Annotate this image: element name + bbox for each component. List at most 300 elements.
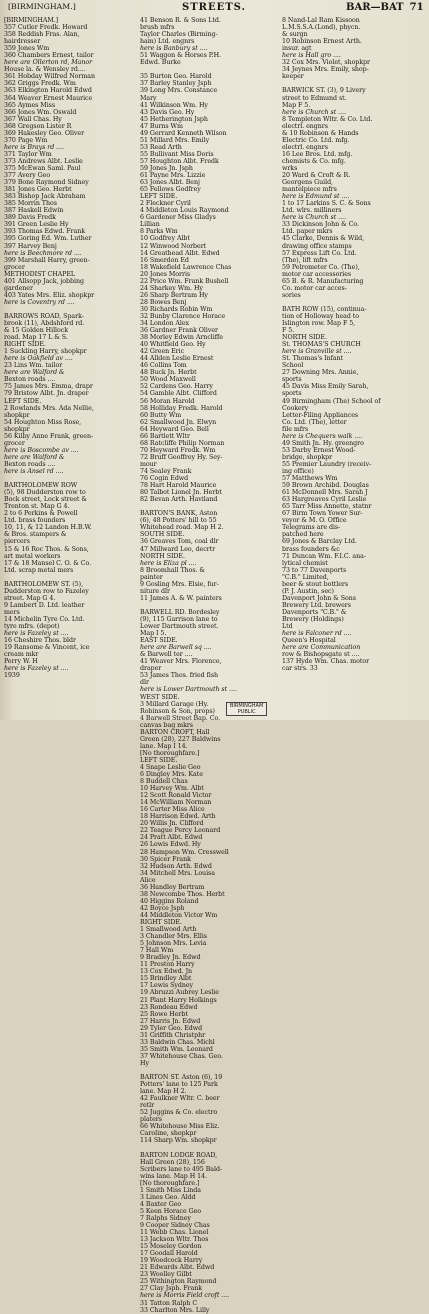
directory-line: RIGHT SIDE. [140, 919, 182, 926]
directory-line: niture dlr [140, 587, 170, 595]
directory-line: 34 London Alex [140, 320, 190, 328]
directory-line: 37 Whitehouse Chas. Geo. [140, 1052, 223, 1060]
directory-line: Taylor Charles (Birming- [140, 31, 218, 39]
directory-line: 360 Chambers Ernest, tailor [4, 52, 94, 60]
directory-line: 18 Wakefield Lawrence Chas [140, 263, 232, 271]
directory-line: 397 Harvey Benj [4, 242, 57, 250]
directory-line: 362 Griggs Fredk. Wm [4, 80, 76, 88]
directory-line: Bexton roads .... [4, 376, 56, 384]
directory-line: 10 Harvey Wm. Albt [140, 785, 204, 793]
directory-line: Alice [140, 876, 156, 884]
directory-line: 61 McDonnell Mrs. Sarah J [282, 489, 368, 497]
directory-line: SOUTH SIDE. [140, 531, 185, 539]
directory-line: 11 Webb Chas. Lionel [140, 1229, 209, 1237]
directory-line: Telegrams are dis- [282, 524, 341, 532]
directory-line: Brewery (Holdings) [282, 615, 344, 623]
directory-line: 18 Harrison Edwd. Arth [140, 813, 216, 821]
directory-line: 62 Smallwood Jn. Elwyn [140, 418, 217, 426]
directory-line: 10 Robinson Ernest Arth. [282, 38, 362, 46]
directory-line: 59 Pelrometer Co. (The), [282, 263, 360, 271]
directory-line: Scribers lane to 495 Bald- [140, 1165, 223, 1173]
directory-line: 32 Hudson Arth. Edwd [140, 862, 212, 870]
directory-line: 47 Millward Leo, decrtr [140, 545, 216, 553]
directory-line: 40 Higgins Roland [140, 897, 199, 905]
directory-line: insur. agt [282, 45, 312, 53]
directory-line: 26 Lewis Edwd. Hy [140, 841, 201, 849]
directory-line: 39 Long Mrs. Constance [140, 87, 218, 95]
directory-line: 67 Birm Town Yower Sur- [282, 510, 363, 518]
directory-line: 21 Plant Harry Holkings [140, 996, 217, 1004]
directory-line: St. Thomas's Infant [282, 355, 344, 363]
directory-line: 59 Brown Archibd. Douglas [282, 482, 369, 490]
directory-line: 27 Downing Mrs. Annie, [282, 369, 359, 377]
directory-line: BATH ROW (15), continua- [282, 305, 367, 313]
directory-line: BARTON LODGE ROAD, [140, 1151, 218, 1159]
directory-line: 8 Nand-Lal Ram Kissoon [282, 17, 360, 24]
directory-line: 7 Ralphs Sidney [140, 1214, 191, 1222]
directory-line: (6), 48 Potters' hill to 55 [140, 517, 217, 525]
directory-line: electrl. engnrs [282, 122, 328, 130]
directory-line: 25 Rowe Herbt [140, 1010, 188, 1018]
directory-line: 45 Hetherington Jsph [140, 115, 208, 123]
directory-line: & surgn [282, 31, 308, 39]
library-stamp [226, 702, 267, 716]
directory-line: 9 Cooper Sidney Chas [140, 1222, 210, 1230]
directory-line: Co. motor car acces- [282, 284, 347, 292]
directory-line: mers [4, 608, 20, 616]
directory-line: EAST SIDE. [140, 637, 178, 645]
directory-line: 23 Rondeau Edwd [140, 1003, 198, 1011]
directory-line: Green (28), 227 Baldwins [140, 735, 221, 743]
directory-line: 16 Carter Miss Alice [140, 806, 205, 814]
directory-line: WEST SIDE. [140, 693, 180, 701]
directory-line: 36 Greaves Tom, coal dlr [140, 538, 219, 546]
directory-line: 1 Smith Miss Linda [140, 1186, 201, 1194]
directory-line: 27 Harris Jn. Edwd [140, 1017, 201, 1025]
directory-line: LEFT SIDE. [140, 193, 178, 201]
directory-line: 49 Smith Jn. Hy. greengro [282, 439, 364, 447]
directory-line: & Bros. stampers & [4, 531, 67, 539]
directory-line: 78 Hart Harold Maurice [140, 482, 217, 490]
directory-line: 28 Hampson Wm. Cresswell [140, 848, 229, 856]
directory-line: NORTH SIDE. [282, 334, 327, 342]
directory-line: 20 Willis Jn. Clifford [140, 820, 204, 828]
directory-line: Islington row. Map F 5, [282, 320, 356, 328]
directory-line: electrl. engnrs [282, 143, 328, 151]
directory-line: wins lane. Map H 14. [140, 1172, 207, 1180]
directory-line: 47 Burns Wm [140, 122, 183, 130]
directory-line: 35 Smith Wm. Leonard [140, 1045, 213, 1053]
directory-line [140, 602, 278, 609]
directory-line: 4 Middleton Louis Raymond [140, 207, 229, 215]
directory-line: 41 Weaver Mrs. Florence, [140, 658, 222, 666]
directory-line: 31 Tatton Ralph C [140, 1299, 198, 1307]
directory-line: 5 Keen Horace Geo [140, 1207, 202, 1215]
directory-line: Ltd. brass founders [4, 517, 66, 525]
directory-line: brush mfrs [140, 24, 175, 32]
directory-line: 15 Moseley Gordon [140, 1243, 202, 1251]
directory-line: Ltd. wlrs. milliners [282, 207, 342, 215]
directory-line: 28 Bowes Benj [140, 298, 187, 306]
directory-line: BARTON'S BANK, Aston [140, 510, 218, 518]
column-middle [140, 17, 278, 1314]
directory-line [4, 574, 137, 581]
directory-line [140, 1145, 278, 1152]
directory-line: 373 Andrews Albt. Leslie [4, 157, 83, 165]
directory-line: 358 Reddish Fras. Alan, [4, 31, 80, 39]
directory-line: Perry W. H [4, 658, 38, 666]
directory-line: retlr [140, 1102, 155, 1110]
directory-line: LEFT SIDE. [140, 756, 178, 764]
directory-line: painter [140, 573, 163, 581]
directory-line: Caroline, shopkpr [140, 1130, 197, 1138]
directory-line: 26 Sharp Bertram Hy [140, 291, 208, 299]
directory-line: & 10 Robinson & Hands [282, 129, 359, 137]
directory-line: hairdresser [4, 38, 41, 46]
directory-line: 1939 [4, 672, 20, 680]
directory-line: Trenton st. Map G 4. [4, 503, 70, 511]
directory-line: Davenports "C.B." & [282, 608, 347, 616]
directory-line: wrks [282, 164, 298, 172]
directory-line: 391 Green Leslie Hy [4, 221, 69, 229]
directory-line: 74 Sealey Frank [140, 468, 192, 475]
directory-line: School [282, 362, 304, 370]
directory-line: 14 Michelin Tyre Co. Ltd. [4, 615, 85, 623]
directory-line: 51 Millard Mrs. Emily [140, 136, 210, 144]
directory-line: 22 Teague Percy Leonard [140, 827, 221, 835]
directory-line: tion of Holloway head to [282, 312, 360, 320]
directory-line: BARTON ST. Aston (6), 19 [140, 1074, 223, 1082]
directory-line: [No thoroughfare.] [140, 1179, 200, 1187]
directory-line: motor car accessories [282, 270, 352, 278]
directory-line: 63 Hargreaves Cyril Leslie [282, 496, 367, 504]
directory-line: 56 Kilby Anne Frank, green- [4, 432, 94, 440]
directory-line: Dudderston row to Fazeley [4, 587, 89, 595]
directory-line: 55 Premier Laundry (receiv- [282, 460, 372, 468]
directory-line: 56 Moran Harold [140, 397, 195, 405]
directory-line: 52 Juggins & Co. electro [140, 1109, 218, 1117]
directory-line: 44 Middleton Victor Wm [140, 911, 218, 919]
directory-line [4, 475, 137, 482]
directory-line: beer & stout bottlers [282, 580, 349, 588]
directory-line: 4 Baxter Geo [140, 1200, 182, 1208]
directory-line: 368 Gregson Lister R [4, 122, 72, 130]
directory-line: mour [140, 460, 157, 468]
directory-line: 3 Millard Garage (Hy. [140, 700, 209, 708]
directory-line: 365 Aymes Miss [4, 101, 56, 109]
directory-line: here is Morris Field croft .... [140, 1292, 230, 1300]
directory-line: 79 Bristow Albt. Jn. draper [4, 390, 89, 398]
directory-line: & Barwell ter .... [140, 651, 193, 659]
directory-line: 357 Cutler Fredk. Howard [4, 24, 88, 32]
directory-line: 1 Suckling Harry, shopkpr [4, 348, 87, 356]
directory-line: Hy [140, 1059, 149, 1067]
directory-line: 370 Page Wm [4, 136, 48, 144]
directory-line: NORTH SIDE. [140, 552, 185, 560]
directory-line: here is Ansel rd .... [4, 468, 64, 475]
directory-line: brass founders &c [282, 545, 340, 553]
directory-line: sports [282, 390, 302, 398]
directory-line: grocer [4, 263, 25, 271]
directory-line [140, 1067, 278, 1074]
directory-line: 19 Abruzzi Aubrey Leslie [140, 989, 219, 997]
directory-line: Edwd. Burke [140, 59, 181, 67]
directory-line: 36 Handley Bertram [140, 883, 205, 891]
directory-line: 40 Whitfield Geo. Hy [140, 341, 206, 349]
directory-line: 114 Sharp Wm. shopkpr [140, 1137, 217, 1145]
directory-line: 43 Davis Geo. Hy [140, 108, 195, 116]
directory-line: (P. J. Austin, sec) [282, 587, 334, 595]
directory-line: here are Ollerton rd, Manor [4, 59, 93, 67]
directory-line: 53 James Thos. fried fish [140, 672, 218, 680]
directory-line: 32 Cox Mrs. Violet, shopkpr [282, 59, 370, 67]
directory-line: 381 Jones Geo. Herbt [4, 186, 72, 194]
directory-line: chemists & Co. mfg. [282, 157, 346, 165]
directory-line: ham) Ltd. engnrs [140, 38, 195, 46]
directory-line: 42 Boyce Jsph [140, 904, 185, 912]
directory-line: BARWELL RD. Bordesley [140, 608, 220, 616]
directory-line: lane. Map H 2. [140, 1088, 187, 1096]
directory-line: 20 Ward & Croft & R. [282, 172, 351, 180]
directory-line: L.M.S.S.A.(Lond), phycn. [282, 24, 361, 32]
directory-line: 27 Clay Jsph. Frank [140, 1285, 203, 1293]
directory-line: 8 Broomhall Thos. & [140, 566, 205, 574]
directory-line: 53 Read Arth [140, 143, 182, 151]
directory-line: here is Beechmore rd .... [4, 249, 82, 257]
directory-line: 9 Gosling Mrs. Elsie, fur- [140, 580, 219, 588]
header-city: [BIRMINGHAM.] [8, 2, 76, 11]
directory-line: ing office) [282, 468, 314, 475]
directory-line: 364 Weaver Ernest Maurice [4, 94, 93, 102]
directory-line: 44 Allden Leslie Ernest [140, 355, 214, 363]
directory-line: here is Brays rd .... [4, 143, 64, 151]
directory-line: 50 Wood Maxwell [140, 376, 196, 384]
directory-line: road. Map 17 L & S. [4, 334, 68, 342]
directory-line: (5), 98 Dudderston row to [4, 489, 86, 497]
directory-line: keeper [282, 73, 304, 81]
directory-line: Map F 5. [282, 101, 311, 109]
directory-line: street to Edmund st. [282, 94, 347, 102]
directory-line [4, 306, 137, 313]
directory-line: car strs. 33 [282, 665, 318, 673]
directory-line: BARTHOLOMEW ROW [4, 482, 78, 490]
directory-line: 30 Spicer Frank [140, 855, 191, 863]
directory-line: Lower Dartmouth street. [140, 623, 219, 631]
directory-line: 387 Haskell Edwin [4, 207, 64, 215]
directory-line: 393 Thomas Edwd. Frank [4, 228, 85, 236]
directory-line: here is Chequers walk .... [282, 432, 363, 440]
directory-line: here is Oakfield av .... [4, 355, 73, 363]
directory-line: 12 Scott Ronald Victor [140, 792, 212, 800]
directory-line: 13 Cox Edwd. Jn [140, 968, 193, 976]
directory-line: veyor & M. O. Office [282, 517, 347, 525]
directory-line: 60 Butty Wm [140, 411, 182, 419]
directory-line: lane. Map I 14. [140, 742, 188, 750]
directory-line: 33 Baldwin Chas. Michl [140, 1038, 215, 1046]
directory-line: drawing office stamps [282, 242, 352, 250]
directory-line: 57 Express Lift Co. Ltd. [282, 249, 357, 257]
directory-line: 57 Houghton Albt. Fredk [140, 157, 219, 165]
directory-line: Map I 5. [140, 630, 167, 638]
directory-line: 73 to 77 Davenports [282, 566, 347, 574]
directory-line: Letter-Filing Appliances [282, 411, 359, 419]
directory-line: House la. & Wensley rd.... [4, 66, 86, 74]
directory-line: 15 & 16 Roc Thos. & Sons, [4, 545, 89, 553]
directory-line: 367 Wall Chas. Hy [4, 115, 62, 123]
directory-line: [BIRMINGHAM.] [4, 17, 59, 24]
directory-line: Lillian [140, 221, 160, 229]
directory-line: 359 Jones Wm [4, 45, 50, 53]
directory-line: 19 Ransome & Vincent, ice [4, 644, 90, 652]
directory-line: 24 Sharkey Wm. Hy [140, 284, 203, 292]
directory-line: Queen's Hospital [282, 637, 336, 645]
directory-line: 9 Bradley Jn. Edwd [140, 954, 201, 962]
directory-line: 66 Bartlett Wltr [140, 432, 190, 440]
directory-line: 2 to 6 Perkins & Powell [4, 510, 78, 518]
directory-line: 49 Gerrard Kenneth Wilson [140, 129, 227, 137]
directory-line: here are Walford & [4, 369, 65, 377]
directory-line: 23 Woolley Gilbt [140, 1271, 192, 1279]
directory-line: 12 Winwood Norbert [140, 242, 207, 250]
directory-line: 14 McWilliam Norman [140, 799, 212, 807]
directory-line: 22 Price Wm. Frank Bushell [140, 277, 229, 285]
directory-line: Ltd [282, 623, 293, 631]
stamp-line-2: PUBLIC [237, 709, 256, 715]
directory-line: 379 Bone Raymond Sidney [4, 179, 89, 187]
directory-line: 54 Houghton Miss Rose, [4, 418, 82, 426]
directory-line: Bexton roads .... [4, 460, 56, 468]
directory-line: 11 James A. & W. painters [140, 594, 222, 602]
directory-line: 72 Bruff Geoffrey Hy. Sey- [140, 453, 223, 461]
directory-line: 35 Burton Geo. Harold [140, 73, 212, 81]
directory-line: 82 Bevan Arth. Haviland [140, 496, 218, 504]
directory-line: 71 Duncan Wm. F.I.C. ana- [282, 552, 366, 560]
directory-line: 76 Cogin Edwd [140, 475, 189, 483]
directory-line: Potters' lane to 125 Park [140, 1081, 218, 1089]
directory-line: 70 Heyward Fredk. Wm [140, 446, 216, 454]
directory-line: 57 Matthews Wm [282, 475, 338, 483]
directory-line: here are Communication [282, 644, 361, 652]
directory-line: 10 Godfrey Albt [140, 235, 190, 243]
directory-line: 19 Woodcock Harry [140, 1257, 203, 1265]
directory-line: LEFT SIDE. [4, 397, 42, 405]
directory-line: here is Falconer rd .... [282, 630, 352, 638]
directory-line: mantelpiece mfrs [282, 186, 337, 194]
directory-line: 49 Birmingham (The) School of [282, 397, 381, 405]
stamp-line-1: BIRMINGHAM [230, 703, 264, 709]
directory-line: 4 Snape Leslie Geo [140, 763, 201, 771]
directory-line: 1 to 17 Larkins S. C. & Sons [282, 200, 371, 208]
directory-line: here is Lower Dartmouth st .... [140, 686, 237, 694]
directory-line: 385 Morrin Thos [4, 200, 57, 208]
directory-line: 59 Jones Jn. Jsph [140, 164, 193, 172]
directory-line: Mary [140, 94, 157, 102]
directory-line: dlr [140, 679, 149, 687]
directory-line: draper [140, 665, 162, 673]
directory-line: 68 Ratcliffe Philip Norman [140, 439, 225, 447]
directory-line: street. Map G 4. [4, 594, 56, 602]
page-number: 71 [409, 2, 424, 13]
directory-line: 41 Wilkinson Wm. Hy [140, 101, 208, 109]
directory-line: 54 Gamble Albt. Clifford [140, 390, 217, 398]
directory-line: here is Fazeley st .... [4, 665, 69, 673]
directory-line: here is Banbury st .... [140, 45, 208, 53]
directory-line: here is Boscombe av .... [4, 446, 79, 454]
directory-line: 23 Lins Wm. tailor [4, 362, 63, 370]
directory-line: 3 Chandler Mrs. Ellis [140, 933, 207, 941]
directory-line: 361 Hobday Wilfred Norman [4, 73, 96, 81]
directory-line: 137 Hyde Wm. Chas. motor [282, 658, 370, 666]
directory-line: 42 Green Eric [140, 348, 185, 356]
directory-line: 51 Waggon & Horses P.H. [140, 52, 221, 60]
directory-line: here is Eliza pl .... [140, 559, 197, 567]
directory-line: 48 Buck Jn. Herbt [140, 369, 197, 377]
directory-line: 401 Allsopp Jack, jobbing [4, 277, 84, 285]
directory-line: BARTHOLOMEW ST. (5), [4, 580, 84, 588]
directory-line: 55 Bullivant Miss Doris [140, 150, 214, 158]
directory-line: 65 Tarr Miss Annette, statnr [282, 503, 372, 511]
directory-line [140, 503, 278, 510]
directory-line: tyre mfrs. (depot) [4, 623, 60, 631]
directory-line: here is Edmund st .... [282, 193, 350, 201]
directory-line: BARTON CROFT, Hall [140, 728, 210, 736]
directory-line: Davenport John & Sons [282, 594, 356, 602]
directory-line: 52 Cardens Geo. Harry [140, 383, 213, 391]
directory-line: 9 Lambert D. Ltd. leather [4, 601, 85, 609]
directory-line: 5 Johnson Mrs. Levia [140, 940, 207, 948]
directory-line: 45 Clarke, Dennis & Wild, [282, 235, 365, 243]
directory-line: 29 Tyler Geo. Edwd [140, 1024, 203, 1032]
directory-line: 61 Payne Mrs. Lizzie [140, 172, 206, 180]
directory-line: 30 Richards Robin Wm [140, 305, 213, 313]
directory-line: 33 Dickinson John & Co. [282, 221, 359, 229]
directory-line: 16 Lee Bros. Ltd. mfg. [282, 150, 353, 158]
directory-line: (The), lift mfrs [282, 256, 328, 264]
directory-line: Brewery Ltd. brewers [282, 601, 351, 609]
directory-line: shopkpr [4, 425, 30, 433]
directory-line: 38 Morley Edwin Arncliffe [140, 334, 223, 342]
directory-line: 37 Barley Stanley Jsph [140, 80, 212, 88]
directory-line: shopkpr [4, 411, 30, 419]
directory-line: here are Barwell sq .... [140, 644, 212, 652]
directory-line: here is Coventry rd .... [4, 298, 75, 306]
header-range [346, 2, 424, 13]
directory-line: & 15 Golden Hillock [4, 327, 68, 335]
directory-line: 65 B. & R. Manufacturing [282, 277, 364, 285]
directory-line: 64 Heyward Geo. Bell [140, 425, 209, 433]
directory-line: Hall Green (28), 156 [140, 1158, 205, 1166]
directory-line: METHODIST CHAPEL [4, 270, 76, 278]
directory-line: Ltd. scrap metal mers [4, 566, 74, 574]
directory-line: here is Hall gro .... [282, 52, 341, 60]
directory-line: 375 McEwan Saml. Paul [4, 164, 81, 172]
directory-line: Co. Ltd. (The), letter [282, 418, 347, 426]
directory-line: 6 Dingley Mrs. Kate [140, 771, 203, 779]
directory-line: Robinson & Son, props) [140, 707, 215, 715]
directory-line: 6 Gardener Miss Gladys [140, 214, 216, 222]
directory-line: 8 Buddell Chas [140, 778, 188, 786]
directory-line: brook (11), Abdshford rd. [4, 320, 85, 328]
directory-line: 75 James Mrs. Emma, drapr [4, 383, 93, 391]
directory-line: Electric Co. Ltd. mfg. [282, 136, 350, 144]
directory-line: 3 Lines Geo. Aldd [140, 1193, 196, 1201]
directory-line: 15 Brindley Albt [140, 975, 192, 983]
directory-line [282, 80, 425, 87]
directory-line: 31 Griffith Christphr [140, 1031, 206, 1039]
directory-line: Cookery [282, 404, 309, 412]
page-header [0, 2, 429, 16]
directory-line: RIGHT SIDE. [4, 341, 46, 349]
